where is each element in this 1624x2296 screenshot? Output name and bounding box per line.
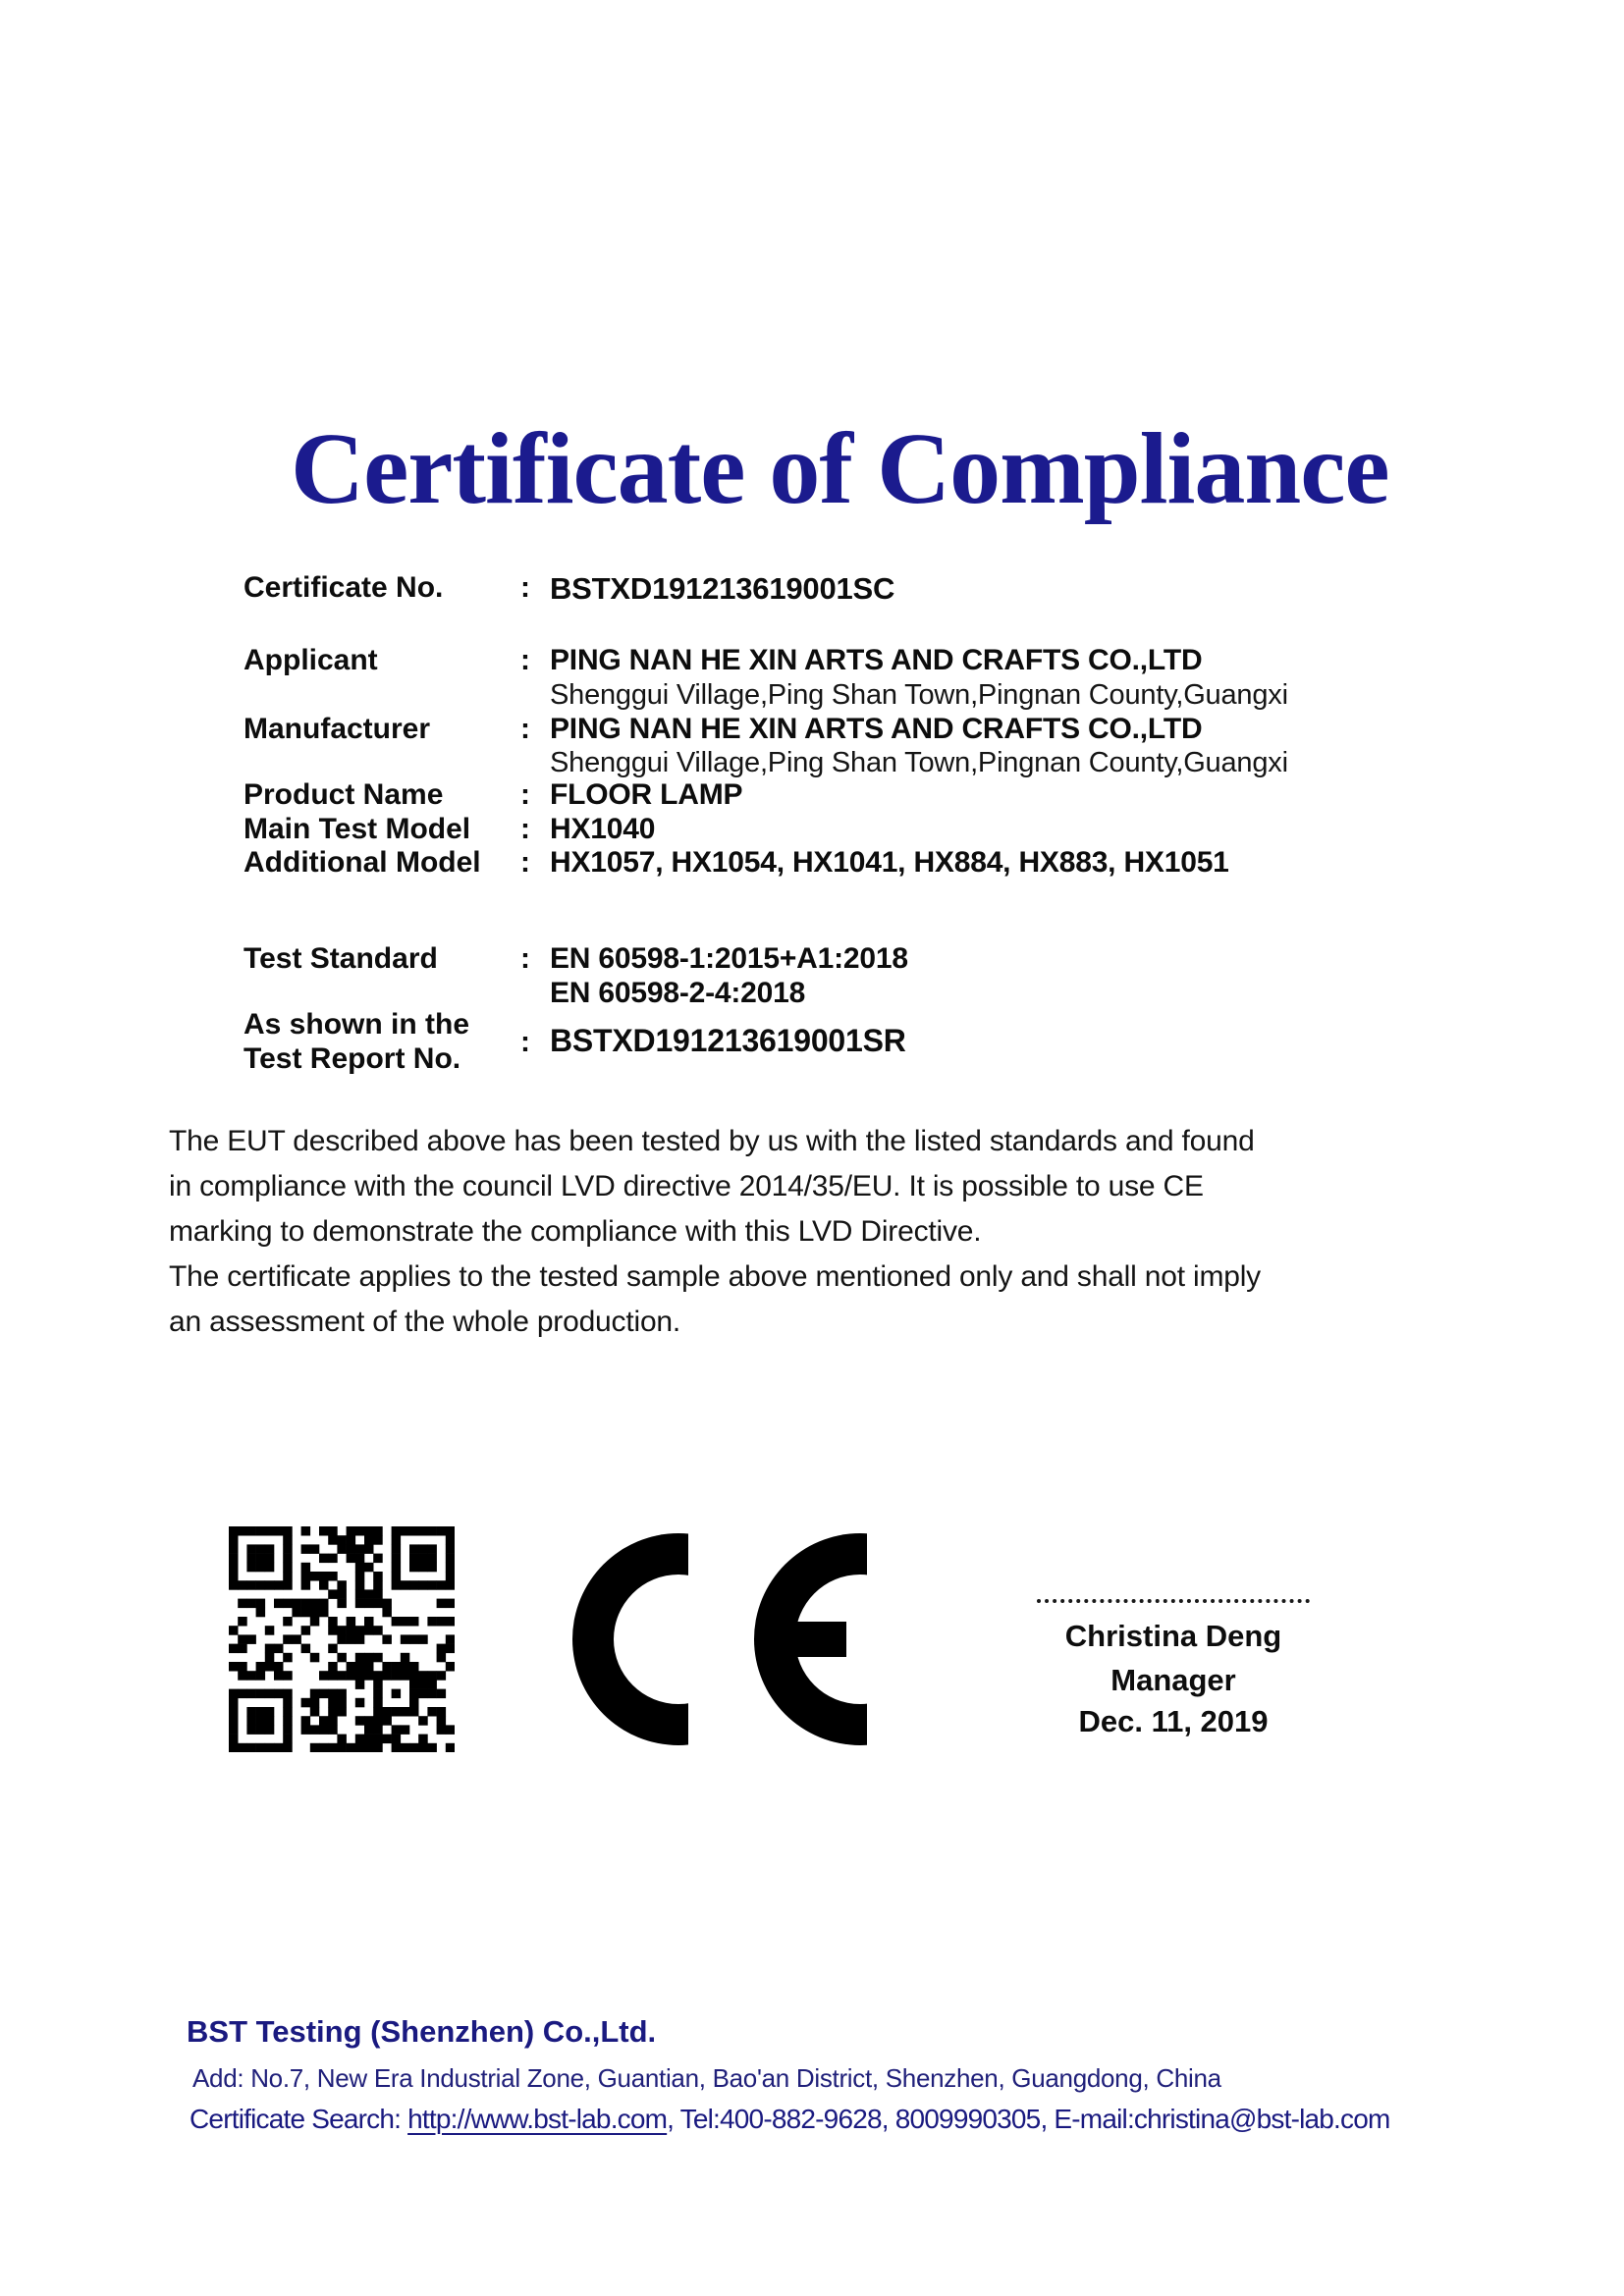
colon: : bbox=[520, 942, 530, 975]
field-label-product-name: Product Name bbox=[244, 778, 444, 811]
field-label-test-report-line1: As shown in the bbox=[244, 1008, 470, 1041]
colon: : bbox=[520, 846, 530, 879]
certificate-search-row bbox=[189, 2104, 1390, 2135]
field-label-additional-model: Additional Model bbox=[244, 846, 481, 879]
declaration-line: The certificate applies to the tested sample above mentioned only and shall not imply bbox=[169, 1260, 1261, 1293]
page-title: Certificate of Compliance bbox=[291, 412, 1389, 525]
field-label-certificate-no: Certificate No. bbox=[244, 571, 444, 604]
declaration-line: an assessment of the whole production. bbox=[169, 1306, 681, 1338]
signatory-name: Christina Deng bbox=[1064, 1619, 1282, 1653]
field-value-product-name: FLOOR LAMP bbox=[550, 778, 743, 811]
colon: : bbox=[520, 778, 530, 811]
manufacturer-address: Shenggui Village,Ping Shan Town,Pingnan County,Guangxi bbox=[550, 747, 1288, 778]
qr-code bbox=[229, 1526, 455, 1752]
declaration-paragraph bbox=[169, 1119, 1261, 1345]
certificate-search-url[interactable]: http://www.bst-lab.com bbox=[407, 2104, 668, 2134]
certificate-search-contact: , Tel:400-882-9628, 8009990305, E-mail:christina@bst-lab.com bbox=[667, 2104, 1390, 2134]
field-value-main-test-model: HX1040 bbox=[550, 813, 656, 845]
ce-mark-logo bbox=[572, 1533, 869, 1745]
footer-company-name: BST Testing (Shenzhen) Co.,Ltd. bbox=[187, 2014, 657, 2049]
field-value-applicant: PING NAN HE XIN ARTS AND CRAFTS CO.,LTD bbox=[550, 644, 1203, 676]
signature-date: Dec. 11, 2019 bbox=[1078, 1704, 1269, 1738]
field-label-test-standard: Test Standard bbox=[244, 942, 438, 975]
field-value-manufacturer: PING NAN HE XIN ARTS AND CRAFTS CO.,LTD bbox=[550, 713, 1203, 745]
field-label-main-test-model: Main Test Model bbox=[244, 813, 471, 845]
colon: : bbox=[520, 1026, 530, 1058]
field-label-applicant: Applicant bbox=[244, 644, 378, 676]
field-value-certificate-no: BSTXD191213619001SC bbox=[550, 571, 895, 606]
footer-address: Add: No.7, New Era Industrial Zone, Guantian, Bao'an District, Shenzhen, Guangdong, China bbox=[192, 2063, 1221, 2093]
field-value-test-report: BSTXD191213619001SR bbox=[550, 1023, 906, 1058]
colon: : bbox=[520, 713, 530, 745]
field-label-manufacturer: Manufacturer bbox=[244, 713, 431, 745]
signature-line bbox=[1037, 1599, 1310, 1603]
field-value-test-standard-1: EN 60598-1:2015+A1:2018 bbox=[550, 942, 908, 975]
certificate-search-label: Certificate Search: bbox=[189, 2104, 402, 2134]
colon: : bbox=[520, 813, 530, 845]
colon: : bbox=[520, 644, 530, 676]
declaration-line: marking to demonstrate the compliance with this LVD Directive. bbox=[169, 1215, 982, 1248]
applicant-address: Shenggui Village,Ping Shan Town,Pingnan County,Guangxi bbox=[550, 679, 1288, 711]
declaration-line: in compliance with the council LVD directive 2014/35/EU. It is possible to use CE bbox=[169, 1170, 1204, 1202]
declaration-line: The EUT described above has been tested by us with the listed standards and found bbox=[169, 1125, 1255, 1157]
field-value-test-standard-2: EN 60598-2-4:2018 bbox=[550, 977, 806, 1009]
field-label-test-report-line2: Test Report No. bbox=[244, 1042, 461, 1075]
signatory-role: Manager bbox=[1110, 1663, 1236, 1697]
colon: : bbox=[520, 571, 530, 604]
field-value-additional-model: HX1057, HX1054, HX1041, HX884, HX883, HX1051 bbox=[550, 846, 1229, 879]
